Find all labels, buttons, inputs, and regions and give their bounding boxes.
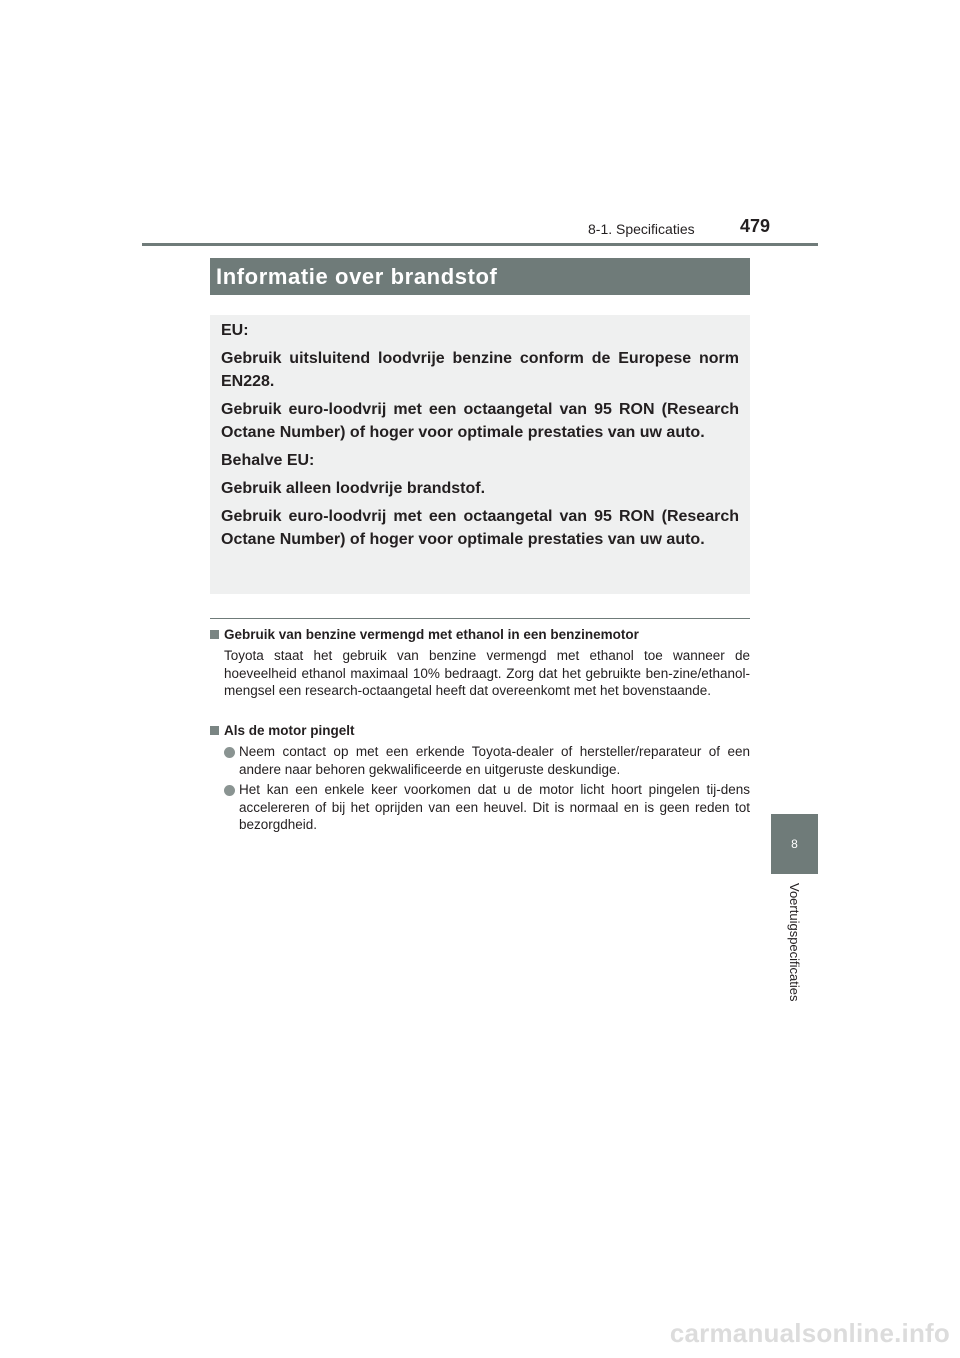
section-heading <box>210 722 750 739</box>
section-heading-text: Als de motor pingelt <box>224 723 355 738</box>
ethanol-section <box>210 626 750 700</box>
square-bullet-icon <box>210 630 219 639</box>
header-section-title: 8-1. Specificaties <box>588 221 695 237</box>
info-paragraph: Behalve EU: <box>221 452 315 469</box>
info-paragraph: Gebruik euro-loodvrij met een octaangetal van 95 RON (Research Octane Number) of hoger voor optimale prestaties van uw auto. <box>221 508 739 548</box>
title-bar <box>210 258 750 295</box>
page-title: Informatie over brandstof <box>216 263 498 289</box>
circle-bullet-icon <box>224 747 235 758</box>
info-paragraph: EU: <box>221 322 249 339</box>
info-paragraph: Gebruik alleen loodvrije brandstof. <box>221 480 486 497</box>
chapter-tab <box>771 814 818 874</box>
watermark: carmanualsonline.info <box>669 1318 950 1348</box>
list-item <box>224 781 750 834</box>
square-bullet-icon <box>210 726 219 735</box>
page-number: 479 <box>740 216 771 236</box>
list-item-text: Neem contact op met een erkende Toyota-dealer of hersteller/reparateur of een andere naar behoren gekwalificeerde en uitgeruste deskundige. <box>239 744 750 777</box>
section-heading <box>210 626 750 643</box>
chapter-label: Voertuigspecificaties <box>787 883 802 1002</box>
knocking-section <box>210 722 750 834</box>
header-divider <box>142 243 818 246</box>
section-divider <box>210 618 750 619</box>
circle-bullet-icon <box>224 785 235 796</box>
section-heading-text: Gebruik van benzine vermengd met ethanol in een benzinemotor <box>224 627 639 642</box>
info-paragraph: Gebruik euro-loodvrij met een octaangetal van 95 RON (Research Octane Number) of hoger voor optimale prestaties van uw auto. <box>221 401 739 441</box>
list-item-text: Het kan een enkele keer voorkomen dat u de motor licht hoort pingelen tij-dens accelereren of bij het oprijden van een heuvel. Dit is normaal en is geen reden tot bezorgdheid. <box>239 782 750 832</box>
section-body: Toyota staat het gebruik van benzine vermengd met ethanol toe wanneer de hoeveelheid ethanol maximaal 10% bedraagt. Zorg dat het gebruikte ben-zine/ethanol-mengsel een research-octaangetal heeft dat overeenkomt met het bovenstaande. <box>224 648 750 698</box>
info-paragraph: Gebruik uitsluitend loodvrije benzine conform de Europese norm EN228. <box>221 350 739 390</box>
chapter-number: 8 <box>791 837 798 851</box>
fuel-info-box <box>210 315 750 594</box>
list-item <box>224 743 750 778</box>
